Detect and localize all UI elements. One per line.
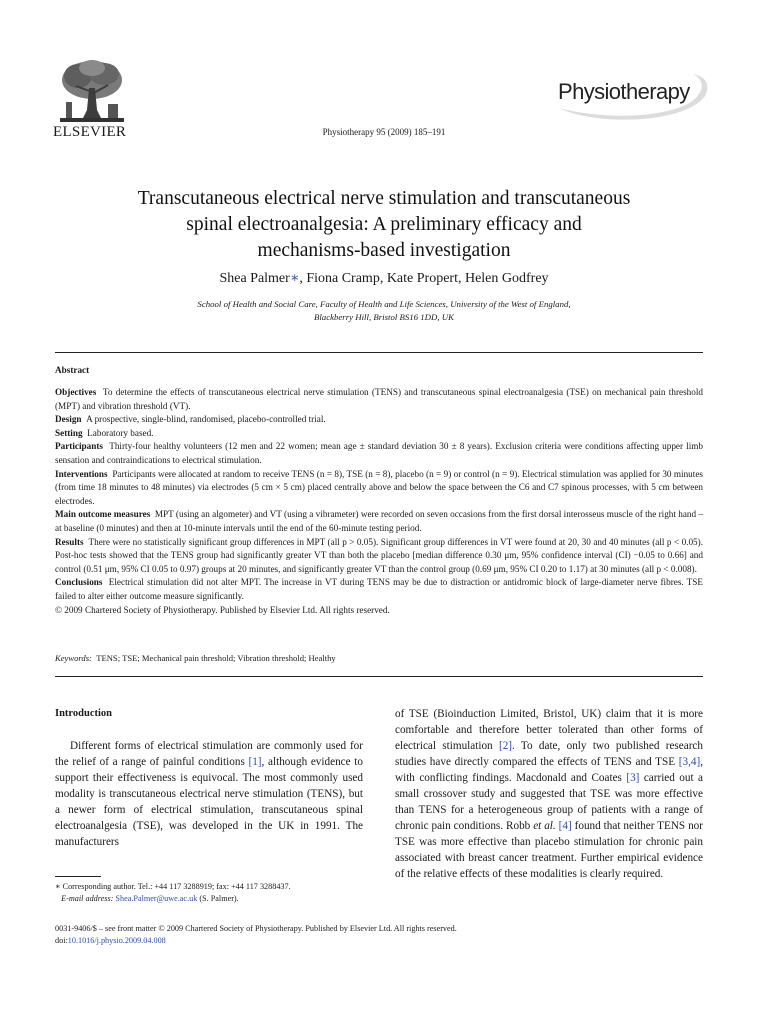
citation-link[interactable]: [4] bbox=[558, 820, 572, 833]
abstract-label: Participants bbox=[55, 441, 103, 452]
body-text: , with conflicting findings. Macdonald and Coates bbox=[395, 756, 703, 785]
corresponding-author-note: ∗ Corresponding author. Tel.: +44 117 3288919; fax: +44 117 3288437. bbox=[55, 882, 291, 891]
journal-citation: Physiotherapy 95 (2009) 185–191 bbox=[322, 127, 446, 137]
abstract-text: A prospective, single-blind, randomised, placebo-controlled trial. bbox=[86, 414, 326, 425]
abstract-text: Laboratory based. bbox=[87, 427, 154, 438]
abstract-section bbox=[55, 536, 703, 577]
keywords-label: Keywords: bbox=[55, 653, 92, 663]
abstract-label: Results bbox=[55, 536, 84, 547]
abstract-section bbox=[55, 508, 703, 535]
elsevier-tree-logo bbox=[56, 58, 128, 124]
issn-line: 0031-9406/$ – see front matter © 2009 Chartered Society of Physiotherapy. Published by Elsevier Ltd. All rights reserved. bbox=[55, 924, 457, 933]
affiliation-line: Blackberry Hill, Bristol BS16 1DD, UK bbox=[313, 312, 454, 322]
abstract-section bbox=[55, 576, 703, 603]
abstract-section bbox=[55, 440, 703, 467]
author-name: Shea Palmer bbox=[219, 271, 290, 286]
abstract-label: Objectives bbox=[55, 387, 97, 397]
abstract-section bbox=[55, 386, 703, 413]
journal-logo-text: Physiotherapy bbox=[558, 79, 690, 104]
abstract-section bbox=[55, 413, 703, 427]
divider bbox=[55, 352, 703, 353]
body-text: of TSE (Bioinduction Limited, Bristol, UK) claim that it is more comfortable and therefore better tolerated than other forms of electrical stimulation bbox=[395, 708, 703, 753]
citation-link[interactable]: [1] bbox=[248, 756, 262, 769]
abstract-label: Interventions bbox=[55, 468, 108, 479]
front-matter bbox=[55, 923, 703, 947]
citation-link[interactable]: [3] bbox=[626, 772, 640, 785]
copyright-line: © 2009 Chartered Society of Physiotherapy. Published by Elsevier Ltd. All rights reserved. bbox=[55, 604, 390, 615]
divider bbox=[55, 676, 703, 677]
title-line: mechanisms-based investigation bbox=[257, 240, 511, 261]
body-text: . To date, only two published research studies have directly compared the effects of TENS and TSE bbox=[395, 740, 703, 769]
publisher-name: ELSEVIER bbox=[53, 124, 127, 140]
abstract-text: Thirty-four healthy volunteers (12 men and 22 women; mean age ± standard deviation 30 ± 8 years). Exclusion criteria were conditions affecting upper limb sensation and contraindications to electrical stimulation. bbox=[55, 441, 703, 465]
left-column bbox=[55, 706, 363, 850]
abstract-text: MPT (using an algometer) and VT (using a vibrameter) were recorded on seven occasions from the first dorsal interosseus muscle of the right hand – at baseline (0 minutes) and then at 10-minute intervals until the end of the 60-minute testing period. bbox=[55, 509, 704, 533]
body-text: Different forms of electrical stimulation are commonly used for the relief of a range of painful conditions bbox=[55, 740, 363, 769]
keywords bbox=[55, 653, 703, 663]
right-column bbox=[395, 706, 703, 883]
abstract-heading: Abstract bbox=[55, 365, 90, 375]
abstract-section bbox=[55, 427, 703, 441]
email-suffix: (S. Palmer). bbox=[197, 894, 239, 903]
affiliation-line: School of Health and Social Care, Faculty of Health and Life Sciences, University of the West of England, bbox=[197, 299, 571, 309]
affiliation bbox=[110, 298, 658, 324]
doi-prefix: doi: bbox=[55, 936, 68, 946]
abstract-text: Participants were allocated at random to receive TENS (n = 8), TSE (n = 8), placebo (n = 9) or control (n = 9). Electrical stimulation was applied for 30 minutes (from time 18 minutes to 48 minutes) via electrodes (5 cm × 5 cm) placed centrally above and below the space between the C6 and C7 spinous processes, with 5 cm between electrodes. bbox=[55, 468, 703, 506]
doi-line bbox=[55, 935, 703, 947]
abstract-body bbox=[55, 386, 703, 617]
abstract-text: Electrical stimulation did not alter MPT. The increase in VT during TENS may be due to distraction or antidromic block of large-diameter nerve fibres. TSE failed to alter either outcome measure significantly. bbox=[55, 577, 703, 601]
body-text: carried out a small crossover study and suggested that TSE was more effective than TENS for a heterogeneous group of patients with a range of chronic pain conditions. Robb bbox=[395, 772, 703, 833]
corresponding-author-link[interactable]: ∗ bbox=[289, 271, 300, 286]
title-line: Transcutaneous electrical nerve stimulation and transcutaneous bbox=[137, 188, 631, 209]
abstract-label: Conclusions bbox=[55, 577, 103, 588]
abstract-label: Setting bbox=[55, 427, 83, 438]
citation-link[interactable]: [2] bbox=[498, 740, 513, 753]
introduction-heading: Introduction bbox=[55, 708, 112, 719]
doi-link[interactable]: 10.1016/j.physio.2009.04.008 bbox=[67, 936, 166, 946]
email-link[interactable]: Shea.Palmer@uwe.ac.uk bbox=[115, 894, 198, 903]
title-line: spinal electroanalgesia: A preliminary efficacy and bbox=[186, 214, 582, 235]
footnote bbox=[55, 881, 365, 905]
abstract-section bbox=[55, 468, 703, 509]
keywords-list: TENS; TSE; Mechanical pain threshold; Vibration threshold; Healthy bbox=[96, 653, 336, 663]
author-names: , Fiona Cramp, Kate Propert, Helen Godfrey bbox=[299, 271, 549, 286]
abstract-text: There were no statistically significant group differences in MPT (all p > 0.05). Significant group differences in VT were found at 20, 30 and 40 minutes (all p < 0.05). Post-hoc tests showed that the TENS group had significantly greater VT than both the placebo [median difference 0.30 μm, 95% confidence interval (CI) −0.05 to 0.66] and control (0.51 μm, 95% CI 0.05 to 0.97) groups at 20 minutes, and significantly greater VT than the control group (0.69 μm, 95% CI 0.20 to 1.17) at 30 minutes (all p < 0.008). bbox=[55, 536, 703, 574]
abstract-label: Design bbox=[55, 414, 82, 425]
body-text-italic: et al. bbox=[533, 820, 556, 833]
footnote-rule bbox=[55, 876, 101, 877]
body-paragraph bbox=[55, 738, 363, 850]
citation-link[interactable]: [3,4] bbox=[678, 756, 701, 769]
body-text: found that neither TENS nor TSE was more effective than placebo stimulation for chronic pain associated with breast cancer treatment. Further empirical evidence of the relative effects of these modalities is clearly required. bbox=[395, 820, 703, 881]
author-list bbox=[0, 270, 768, 287]
email-line bbox=[55, 893, 365, 905]
article-title bbox=[70, 186, 698, 264]
body-paragraph bbox=[395, 706, 703, 883]
body-text: , although evidence to support their effectiveness is equivocal. The most commonly used modality is transcutaneous electrical nerve stimulation (TENS), but a newer form of electrical stimulation, transcutaneous spinal electroanalgesia (TSE), was developed in the UK in 1991. The manufacturers bbox=[55, 756, 363, 849]
abstract-text: To determine the effects of transcutaneous electrical nerve stimulation (TENS) and transcutaneous spinal electroanalgesia (TSE) on mechanical pain threshold (MPT) and vibration threshold (VT). bbox=[55, 387, 703, 411]
abstract-label: Main outcome measures bbox=[55, 509, 151, 520]
email-label: E-mail address: bbox=[61, 894, 114, 903]
